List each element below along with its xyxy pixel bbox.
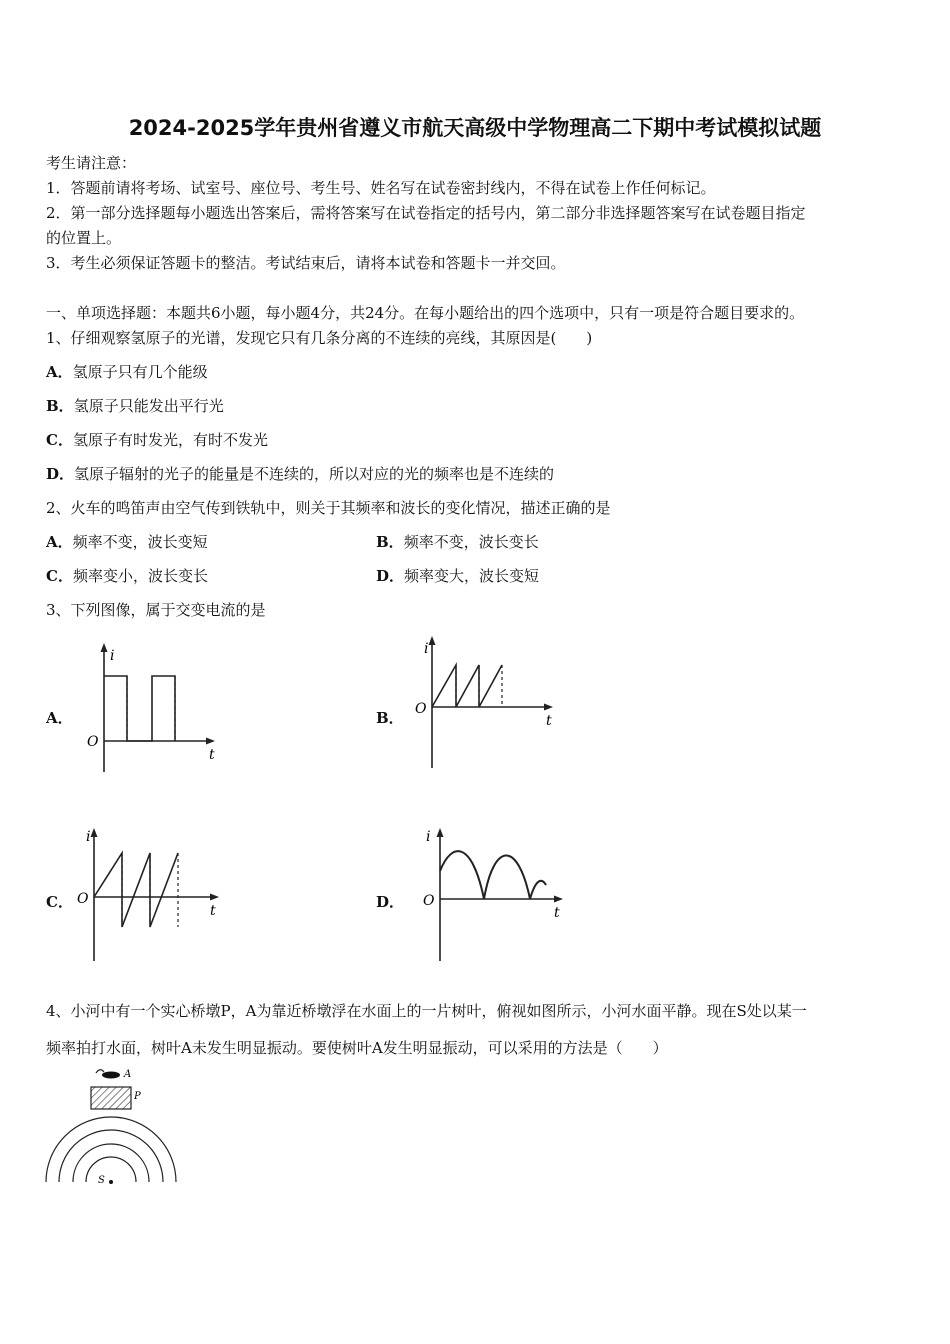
- q2-option-a-label: A．: [46, 533, 73, 551]
- notice-item-3: 3．考生必须保证答题卡的整洁。考试结束后，请将本试卷和答题卡一并交回。: [46, 254, 566, 272]
- origin-label: O: [87, 734, 99, 750]
- pier-label: P: [134, 1091, 141, 1102]
- q2-option-b: [376, 531, 539, 552]
- q2-stem: 2、火车的鸣笛声由空气传到铁轨中，则关于其频率和波长的变化情况，描述正确的是: [46, 499, 611, 517]
- x-axis-label: t: [210, 903, 216, 919]
- q3-label-d: D．: [376, 893, 405, 911]
- y-arrow-icon: [429, 636, 436, 645]
- q2-option-a: [46, 531, 208, 552]
- source-dot: [109, 1180, 113, 1184]
- wave-ring: [46, 1117, 176, 1182]
- q3-label-a: A．: [46, 709, 73, 727]
- q2-option-c: [46, 565, 208, 586]
- notice-item-1: 1．答题前请将考场、试室号、座位号、考生号、姓名写在试卷密封线内，不得在试卷上作任何标记。: [46, 179, 716, 197]
- section-heading: 一、单项选择题：本题共6小题，每小题4分，共24分。在每小题给出的四个选项中，只有一项是符合题目要求的。: [46, 304, 805, 322]
- sawtooth-curve: [94, 853, 178, 927]
- q2-option-d-text: 频率变大，波长变短: [404, 567, 540, 585]
- q1-option-a: [46, 361, 208, 382]
- q3-graph-b: [412, 633, 562, 778]
- x-arrow-icon: [206, 738, 215, 745]
- q1-option-d-text: 氢原子辐射的光子的能量是不连续的，所以对应的光的频率也是不连续的: [74, 465, 555, 483]
- q1-option-b-label: B．: [46, 397, 74, 415]
- notice-item-2: 2．第一部分选择题每小题选出答案后，需将答案写在试卷指定的括号内，第二部分非选择题答案写在试卷题目指定: [46, 204, 806, 222]
- q3-graph-d: [418, 823, 573, 968]
- q1-option-b: [46, 395, 224, 416]
- q4-figure: [40, 1064, 185, 1190]
- x-arrow-icon: [544, 704, 553, 711]
- y-axis-label: i: [426, 829, 431, 845]
- q1-option-a-text: 氢原子只有几个能级: [72, 363, 208, 381]
- q1-option-c-text: 氢原子有时发光，有时不发光: [72, 431, 268, 449]
- q4-stem-line1: 4、小河中有一个实心桥墩P，A为靠近桥墩浮在水面上的一片树叶，俯视如图所示，小河水面平静。现在S处以某一: [46, 1002, 807, 1020]
- y-axis-label: i: [424, 641, 429, 657]
- q2-option-d-label: D．: [376, 567, 405, 585]
- x-axis-label: t: [209, 747, 215, 763]
- y-arrow-icon: [91, 828, 98, 837]
- q3-label-b: B．: [376, 709, 404, 727]
- q2-option-a-text: 频率不变，波长变短: [72, 533, 208, 551]
- wave-ring: [86, 1157, 136, 1182]
- leaf-stem: [96, 1070, 104, 1073]
- q1-option-d: [46, 463, 554, 484]
- q3-graph-a: [84, 640, 229, 775]
- origin-label: O: [415, 701, 427, 717]
- wave-ring: [59, 1130, 163, 1182]
- source-label: S: [98, 1175, 105, 1186]
- origin-label: O: [77, 891, 89, 907]
- q3-label-c: C．: [46, 893, 73, 911]
- y-axis-label: i: [110, 648, 115, 664]
- q2-option-d: [376, 565, 539, 586]
- pier-block: [91, 1087, 131, 1109]
- q1-option-c-label: C．: [46, 431, 73, 449]
- wave-ring: [73, 1144, 149, 1182]
- q1-option-c: [46, 429, 268, 450]
- x-axis-label: t: [546, 713, 552, 729]
- square-wave-curve: [104, 676, 175, 741]
- q3-graph-c: [64, 823, 229, 968]
- q1-option-a-label: A．: [46, 363, 73, 381]
- page-title: 2024-2025学年贵州省遵义市航天高级中学物理高二下期中考试模拟试题: [128, 116, 822, 140]
- x-arrow-icon: [554, 896, 563, 903]
- q3-stem: 3、下列图像，属于交变电流的是: [46, 601, 266, 619]
- q1-stem: 1、仔细观察氢原子的光谱，发现它只有几条分离的不连续的亮线，其原因是( ): [46, 329, 593, 347]
- leaf-icon: [102, 1072, 120, 1079]
- sawtooth-curve: [432, 665, 502, 707]
- x-arrow-icon: [210, 894, 219, 901]
- notice-item-2-cont: 的位置上。: [46, 229, 122, 247]
- q1-option-b-text: 氢原子只能发出平行光: [73, 397, 224, 415]
- y-arrow-icon: [101, 643, 108, 652]
- y-arrow-icon: [437, 828, 444, 837]
- sine-curve: [440, 851, 546, 899]
- q2-option-c-label: C．: [46, 567, 73, 585]
- q2-option-c-text: 频率变小，波长变长: [72, 567, 208, 585]
- notice-heading: 考生请注意：: [46, 154, 137, 172]
- y-axis-label: i: [86, 829, 91, 845]
- q4-stem-line2: 频率拍打水面，树叶A未发生明显振动。要使树叶A发生明显振动，可以采用的方法是（ ）: [46, 1039, 668, 1057]
- q2-option-b-text: 频率不变，波长变长: [403, 533, 539, 551]
- leaf-label: A: [124, 1069, 132, 1080]
- origin-label: O: [423, 893, 435, 909]
- q2-option-b-label: B．: [376, 533, 404, 551]
- q1-option-d-label: D．: [46, 465, 75, 483]
- x-axis-label: t: [554, 905, 560, 921]
